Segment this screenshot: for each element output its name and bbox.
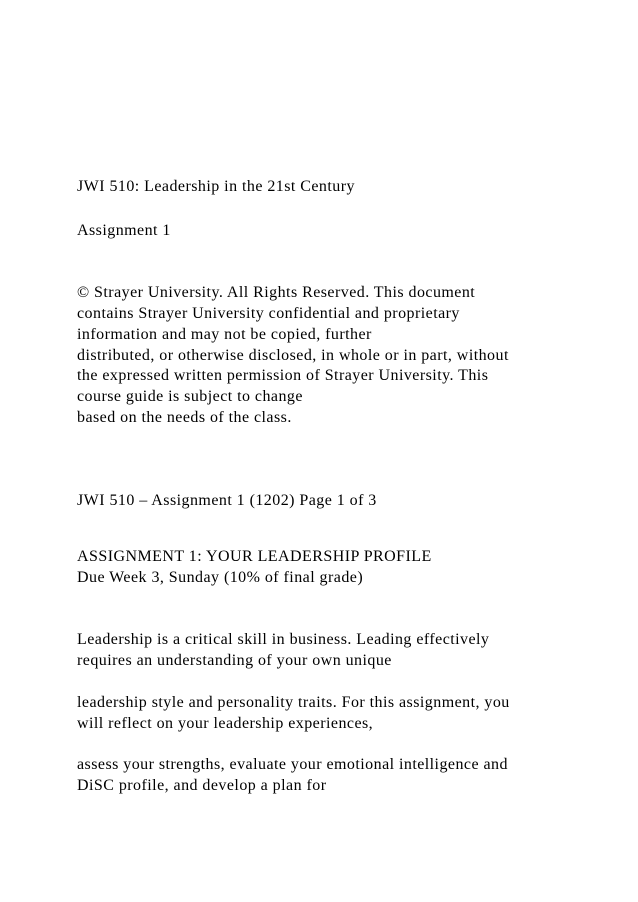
document-title: JWI 510: Leadership in the 21st Century (77, 178, 355, 195)
copyright-line: course guide is subject to change (77, 388, 303, 405)
paragraph-line: requires an understanding of your own unique (77, 652, 392, 669)
copyright-line: © Strayer University. All Rights Reserved. This document (77, 284, 476, 301)
assignment-label: Assignment 1 (77, 222, 171, 239)
copyright-line: distributed, or otherwise disclosed, in whole or in part, without (77, 347, 509, 364)
page-footer: JWI 510 – Assignment 1 (1202) Page 1 of 3 (77, 492, 377, 509)
due-line: Due Week 3, Sunday (10% of final grade) (77, 569, 364, 586)
paragraph-line: will reflect on your leadership experiences, (77, 715, 374, 732)
assignment-heading: ASSIGNMENT 1: YOUR LEADERSHIP PROFILE (77, 548, 432, 565)
copyright-line: contains Strayer University confidential and proprietary (77, 305, 460, 322)
paragraph-line: DiSC profile, and develop a plan for (77, 777, 327, 794)
copyright-line: based on the needs of the class. (77, 409, 292, 426)
copyright-line: information and may not be copied, further (77, 326, 372, 343)
paragraph-line: assess your strengths, evaluate your emotional intelligence and (77, 756, 508, 773)
copyright-line: the expressed written permission of Strayer University. This (77, 367, 489, 384)
paragraph-line: Leadership is a critical skill in business. Leading effectively (77, 631, 490, 648)
paragraph-line: leadership style and personality traits. For this assignment, you (77, 694, 510, 711)
